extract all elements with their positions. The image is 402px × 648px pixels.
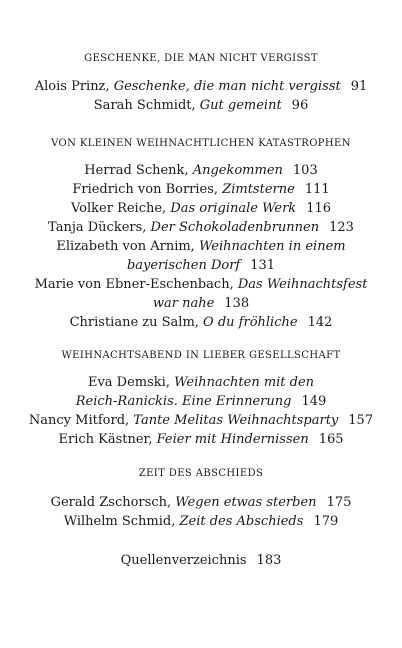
- entry-author: Wilhelm Schmid,: [63, 514, 180, 529]
- entry-author: Elizabeth von Arnim,: [56, 239, 199, 254]
- entry-page-number: 111: [304, 182, 330, 197]
- entry-title: Der Schokoladenbrunnen: [150, 220, 320, 235]
- entry-page-number: 123: [329, 220, 354, 235]
- entry-title: O du fröhliche: [203, 315, 298, 330]
- entry-page-number: 103: [292, 163, 318, 178]
- section-heading: WEIHNACHTSABEND IN LIEBER GESELLSCHAFT: [61, 350, 341, 361]
- toc-entry: [0, 96, 402, 116]
- entry-page-number: 165: [318, 432, 344, 447]
- toc-entry-continued: [0, 294, 402, 314]
- entry-page-number: 91: [350, 79, 368, 94]
- entry-page-number: 183: [256, 553, 282, 568]
- toc-entry-continued: [0, 392, 402, 412]
- entry-author: Nancy Mitford,: [28, 413, 134, 428]
- toc-entry-sources: [0, 551, 402, 571]
- entry-author: Gerald Zschorsch,: [50, 495, 176, 510]
- entry-author: Eva Demski,: [87, 375, 175, 390]
- entry-title: Geschenke, die man nicht vergisst: [113, 79, 341, 94]
- entry-page-number: 179: [313, 514, 339, 529]
- toc-entry: [0, 493, 402, 513]
- entry-author: Sarah Schmidt,: [93, 98, 200, 113]
- entry-title-continued: bayerischen Dorf: [126, 258, 241, 273]
- entry-page-number: 138: [224, 296, 250, 311]
- toc-entry-continued: [0, 256, 402, 276]
- entry-page-number: 149: [301, 394, 327, 409]
- entry-page-number: 96: [291, 98, 309, 113]
- entry-author: Christiane zu Salm,: [69, 315, 204, 330]
- entry-author: Marie von Ebner-Eschenbach,: [34, 277, 238, 292]
- toc-entry: [0, 180, 402, 200]
- toc-entry: [0, 199, 402, 219]
- entry-title: Zimtsterne: [222, 182, 295, 197]
- entry-author: Herrad Schenk,: [84, 163, 193, 178]
- entry-title: Das Weihnachtsfest: [237, 277, 368, 292]
- toc-entry: [0, 373, 402, 393]
- entry-title: Angekommen: [192, 163, 283, 178]
- entry-author: Alois Prinz,: [34, 79, 114, 94]
- entry-author: Tanja Dückers,: [48, 220, 151, 235]
- entry-title: Das originale Werk: [170, 201, 297, 216]
- entry-title: Feier mit Hindernissen: [156, 432, 309, 447]
- entry-page-number: 157: [348, 413, 374, 428]
- toc-entry: [0, 313, 402, 333]
- toc-entry: [0, 512, 402, 532]
- entry-title-continued: Reich-Ranickis. Eine Erinnerung: [75, 394, 292, 409]
- toc-entry: [0, 411, 402, 431]
- sources-label: Quellenverzeichnis: [120, 553, 247, 568]
- entry-author: Volker Reiche,: [70, 201, 171, 216]
- entry-page-number: 116: [306, 201, 332, 216]
- toc-entry: [0, 430, 402, 450]
- entry-title: Gut gemeint: [199, 98, 282, 113]
- entry-author: Friedrich von Borries,: [72, 182, 223, 197]
- section-heading: ZEIT DES ABSCHIEDS: [138, 468, 264, 479]
- toc-entry: [0, 218, 402, 238]
- toc-entry: [0, 275, 402, 295]
- entry-title: Weihnachten mit den: [174, 375, 315, 390]
- section-heading: GESCHENKE, DIE MAN NICHT VERGISST: [84, 53, 318, 64]
- entry-title: Weihnachten in einem: [198, 239, 346, 254]
- entry-page-number: 175: [326, 495, 352, 510]
- entry-page-number: 131: [250, 258, 276, 273]
- entry-page-number: 142: [307, 315, 333, 330]
- toc-entry: [0, 237, 402, 257]
- entry-author: Erich Kästner,: [58, 432, 157, 447]
- toc-entry: [0, 77, 402, 97]
- toc-entry: [0, 161, 402, 181]
- entry-title: Wegen etwas sterben: [175, 495, 317, 510]
- section-heading: VON KLEINEN WEIHNACHTLICHEN KATASTROPHEN: [51, 138, 351, 149]
- entry-title: Zeit des Abschieds: [179, 514, 304, 529]
- entry-title: Tante Melitas Weihnachtsparty: [133, 413, 339, 428]
- entry-title-continued: war nahe: [152, 296, 215, 311]
